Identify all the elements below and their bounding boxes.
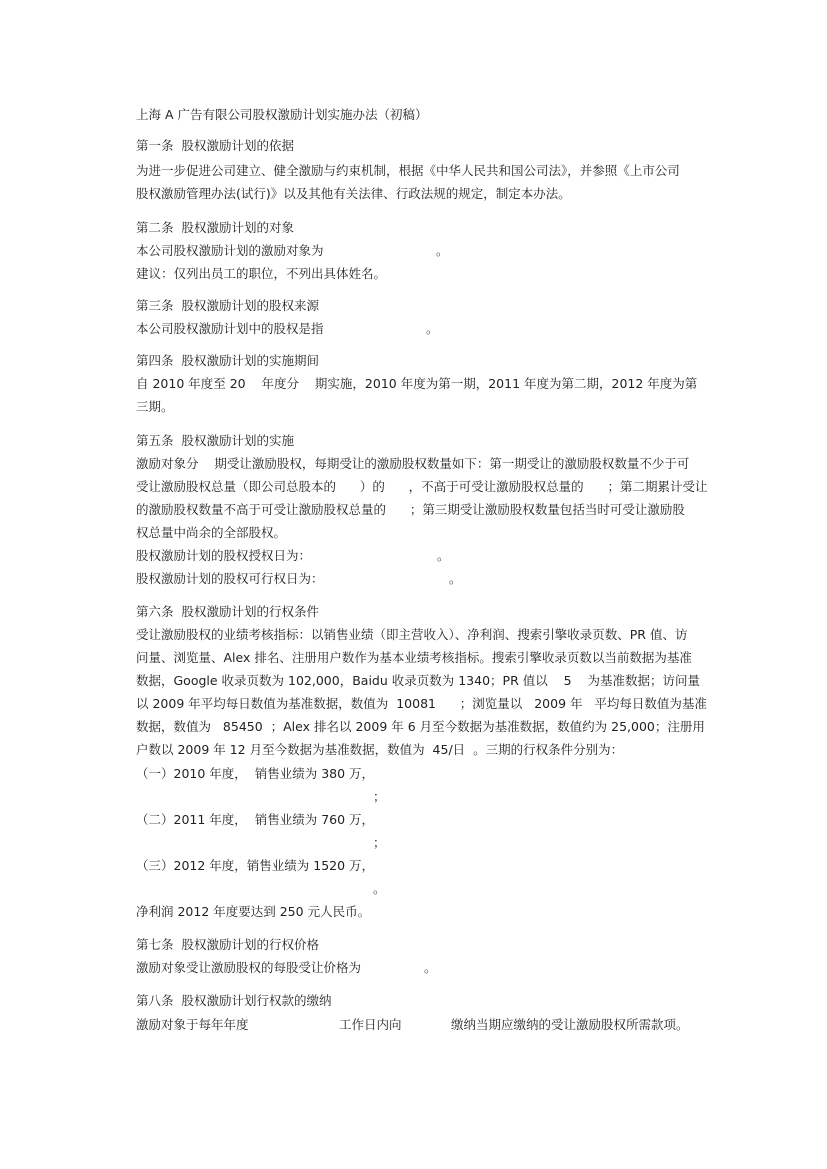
article-5-line-4: 权总量中尚余的全部股权。 [136,525,287,540]
exercise-date-line-end: 。 [449,571,462,586]
article-8-part-2: 工作日内向 [339,1017,402,1032]
article-6-line-6: 户数以 2009 年 12 月至今数据为基准数据，数值为 45/日 。三期的行权条件分别为： [136,742,624,757]
article-1-heading: 第一条 股权激励计划的依据 [136,138,294,153]
net-profit-line: 净利润 2012 年度要达到 250 元人民币。 [136,904,371,919]
article-2-line-1-end: 。 [436,243,449,258]
article-8-heading: 第八条 股权激励计划行权款的缴纳 [136,993,332,1008]
article-3-heading: 第三条 股权激励计划的股权来源 [136,298,319,313]
article-4-line-1: 自 2010 年度至 20 年度分 期实施，2010 年度为第一期，2011 年度为第二期，2012 年度为第 [136,376,698,391]
article-5-heading: 第五条 股权激励计划的实施 [136,433,294,448]
condition-2-end: ； [373,835,386,850]
grant-date-line: 股权激励计划的股权授权日为： [136,548,312,563]
condition-3-end: 。 [373,881,386,896]
article-7-heading: 第七条 股权激励计划的行权价格 [136,937,319,952]
article-5-line-2: 受让激励股权总量（即公司总股本的 ）的 ，不高于可受让激励股权总量的 ；第二期累计受让 [136,479,708,494]
article-7-line-1: 激励对象受让激励股权的每股受让价格为 [136,960,362,975]
article-1-line-2: 股权激励管理办法(试行)》以及其他有关法律、行政法规的规定，制定本办法。 [136,186,571,201]
article-4-line-2: 三期。 [136,399,174,414]
article-3-line-1-end: 。 [426,321,439,336]
article-4-heading: 第四条 股权激励计划的实施期间 [136,353,319,368]
article-3-line-1: 本公司股权激励计划中的股权是指 [136,321,324,336]
condition-2: （二）2011 年度， 销售业绩为 760 万， [136,812,375,827]
condition-1-end: ； [373,789,386,804]
article-2-line-1: 本公司股权激励计划的激励对象为 [136,243,324,258]
article-6-line-1: 受让激励股权的业绩考核指标：以销售业绩（即主营收入）、净利润、搜索引擎收录页数、PR 值、访 [136,627,688,642]
article-5-line-3: 的激励股权数量不高于可受让激励股权总量的 ；第三期受让激励股权数量包括当时可受让激励股 [136,502,685,517]
grant-date-line-end: 。 [437,548,450,563]
article-6-line-2: 问量、浏览量、Alex 排名、注册用户数作为基本业绩考核指标。搜索引擎收录页数以当前数据为基准 [136,650,692,665]
condition-3: （三）2012 年度，销售业绩为 1520 万， [136,858,375,873]
article-1-line-1: 为进一步促进公司建立、健全激励与约束机制，根据《中华人民共和国公司法》，并参照《上市公司 [136,163,680,178]
article-6-heading: 第六条 股权激励计划的行权条件 [136,604,319,619]
article-6-line-5: 数据，数值为 85450 ；Alex 排名以 2009 年 6 月至今数据为基准数据，数值约为 25,000；注册用 [136,719,705,734]
article-7-line-1-end: 。 [424,960,437,975]
article-6-line-4: 以 2009 年平均每日数值为基准数据，数值为 10081 ；浏览量以 2009 年 平均每日数值为基准 [136,696,707,711]
article-8-part-1: 激励对象于每年年度 [136,1017,249,1032]
article-6-line-3: 数据，Google 收录页数为 102,000，Baidu 收录页数为 1340；PR 值以 5 为基准数据；访问量 [136,673,700,688]
exercise-date-line: 股权激励计划的股权可行权日为： [136,571,324,586]
article-8-part-3: 缴纳当期应缴纳的受让激励股权所需款项。 [451,1017,689,1032]
article-5-line-1: 激励对象分 期受让激励股权，每期受让的激励股权数量如下：第一期受让的激励股权数量不少于可 [136,456,690,471]
document-title: 上海 A 广告有限公司股权激励计划实施办法（初稿） [136,107,428,122]
condition-1: （一）2010 年度， 销售业绩为 380 万， [136,766,375,781]
article-2-line-2: 建议：仅列出员工的职位，不列出具体姓名。 [136,266,387,281]
article-2-heading: 第二条 股权激励计划的对象 [136,220,294,235]
